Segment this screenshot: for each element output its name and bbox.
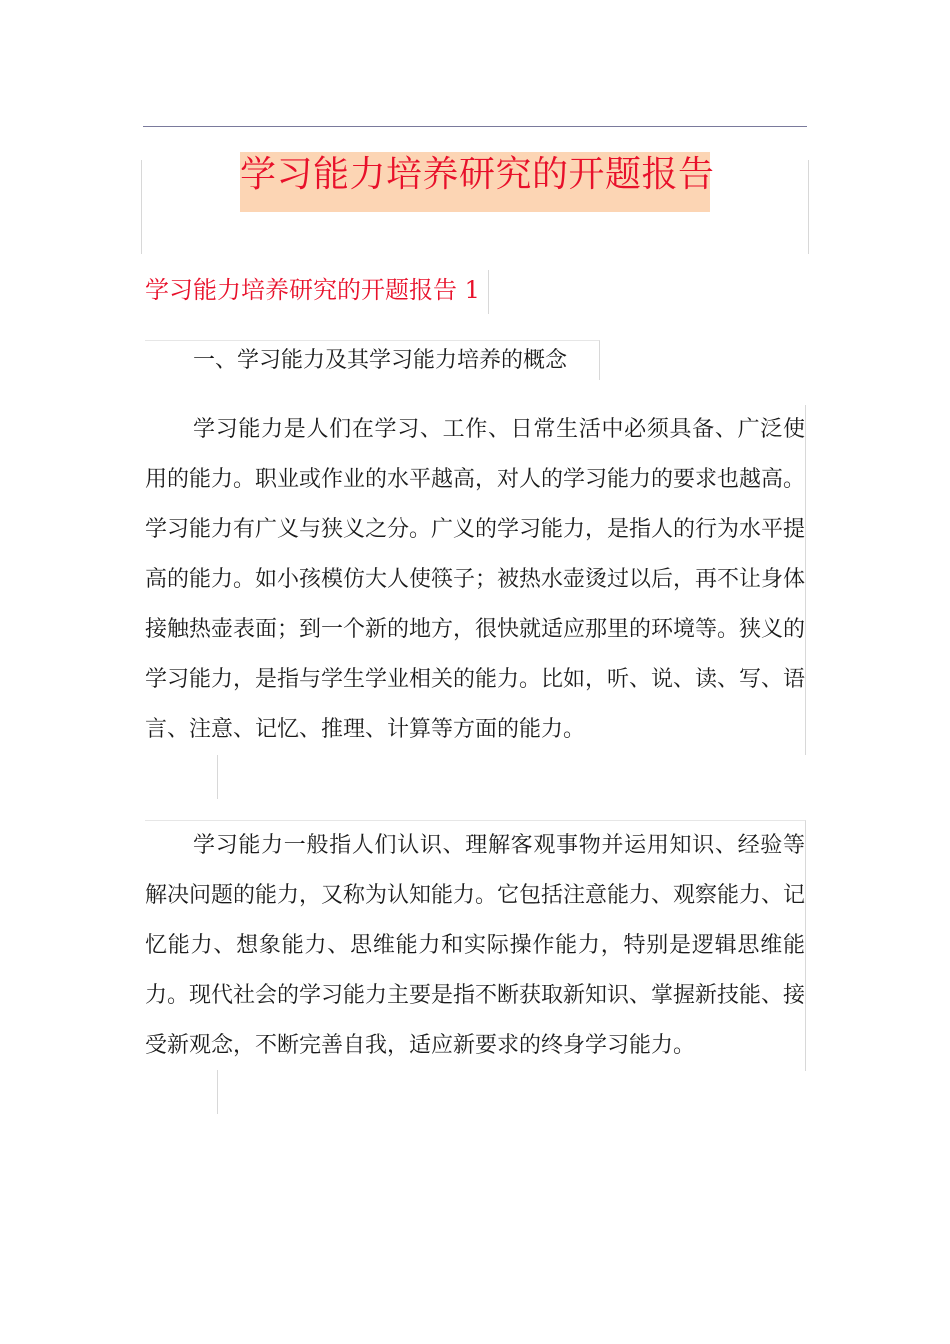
- subheading: 一、学习能力及其学习能力培养的概念: [145, 340, 600, 380]
- body-paragraph-1: 学习能力是人们在学习、工作、日常生活中必须具备、广泛使用的能力。职业或作业的水平越高，对人的学习能力的要求也越高。学习能力有广义与狭义之分。广义的学习能力，是指人的行为水平提高的能力。如小孩模仿大人使筷子；被热水壶烫过以后，再不让身体接触热壶表面；到一个新的地方，很快就适应那里的环境等。狭义的学习能力，是指与学生学业相关的能力。比如，听、说、读、写、语言、注意、记忆、推理、计算等方面的能力。: [145, 405, 806, 755]
- section-heading: 学习能力培养研究的开题报告 1: [145, 270, 489, 314]
- body-paragraph-2: 学习能力一般指人们认识、理解客观事物并运用知识、经验等解决问题的能力，又称为认知能力。它包括注意能力、观察能力、记忆能力、想象能力、思维能力和实际操作能力，特别是逻辑思维能力。现代社会的学习能力主要是指不断获取新知识、掌握新技能、接受新观念，不断完善自我，适应新要求的终身学习能力。: [145, 820, 806, 1071]
- document-title: 学习能力培养研究的开题报告: [240, 152, 710, 212]
- paragraph-end-marker: [145, 755, 218, 799]
- paragraph-end-marker: [145, 1070, 218, 1114]
- top-divider: [143, 126, 807, 127]
